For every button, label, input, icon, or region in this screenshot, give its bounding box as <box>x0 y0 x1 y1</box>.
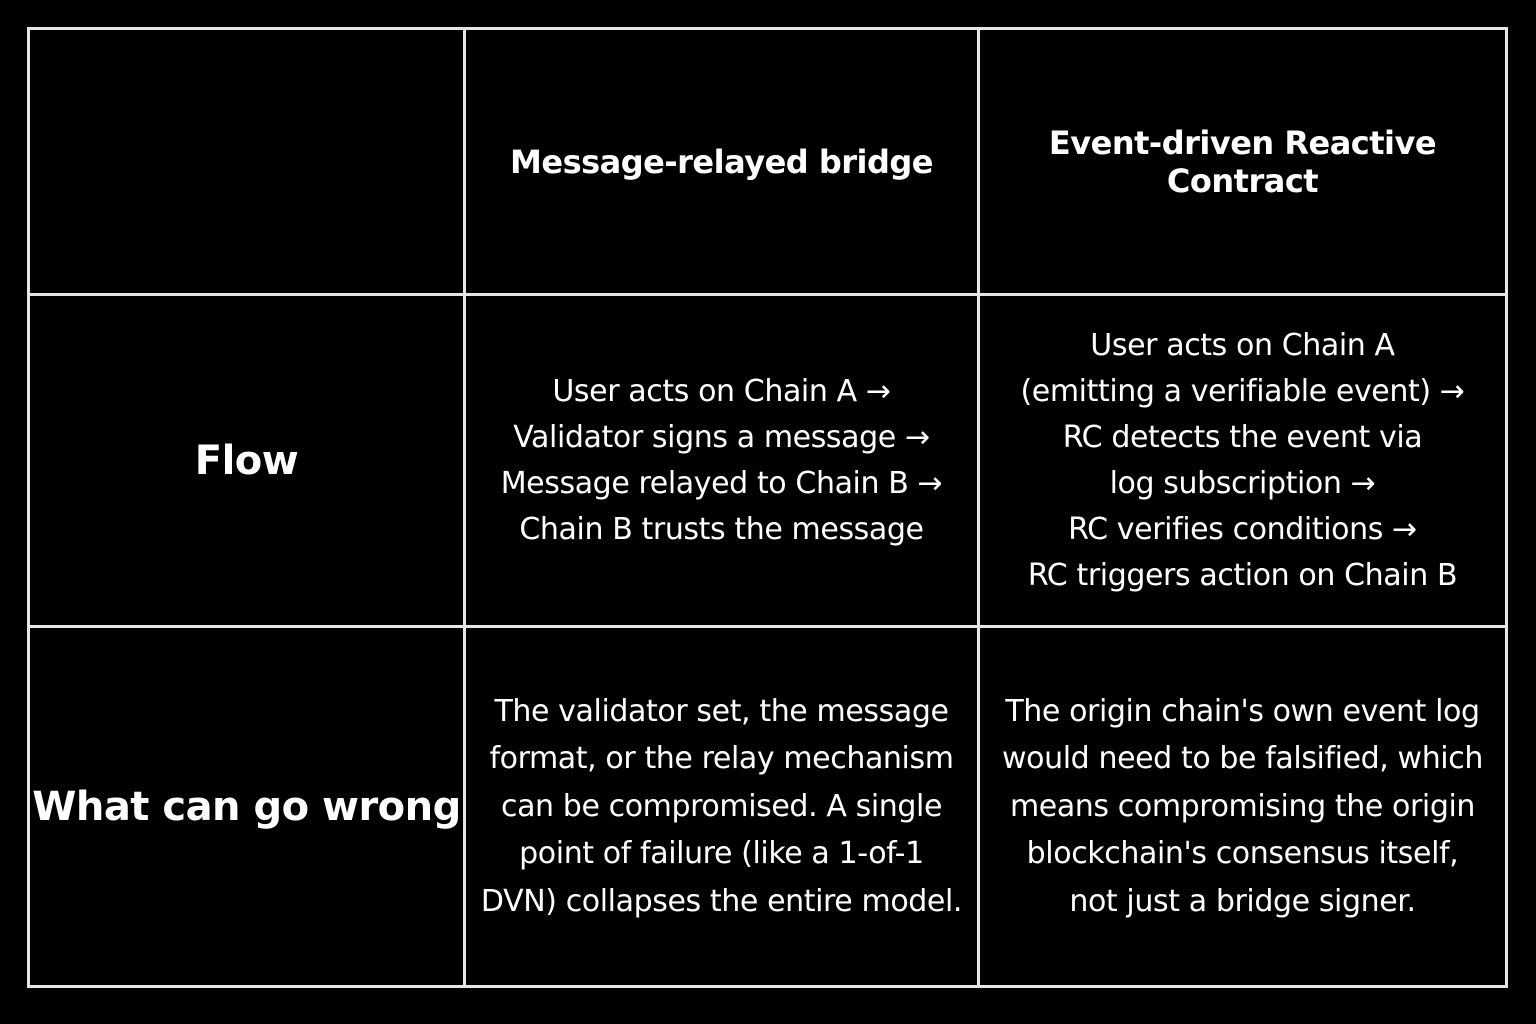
text-line: means compromising the origin <box>1009 788 1476 824</box>
text-line: point of failure (like a 1-of-1 <box>519 836 924 872</box>
text-line: RC triggers action on Chain B <box>1027 557 1458 593</box>
text-line: Chain B trusts the message <box>519 511 924 547</box>
text-line: The validator set, the message <box>494 693 949 729</box>
header-empty-cell <box>27 27 466 296</box>
row-header-what-can-go-wrong <box>27 625 466 988</box>
text-line: log subscription → <box>1109 465 1376 501</box>
flow-reactive-contract-cell <box>977 293 1508 628</box>
text-line: (emitting a verifiable event) → <box>1020 373 1465 409</box>
text-line: Validator signs a message → <box>513 419 930 455</box>
text-line: would need to be falsified, which <box>1002 741 1483 777</box>
cell-text <box>501 369 943 553</box>
column-header-event-driven-reactive-contract <box>977 27 1508 296</box>
risk-message-relayed-cell <box>463 625 980 988</box>
text-line: can be compromised. A single <box>500 788 943 824</box>
row-header-label: What can go wrong <box>32 783 461 830</box>
text-line: RC detects the event via <box>1062 419 1423 455</box>
cell-text <box>481 688 962 926</box>
text-line: Message relayed to Chain B → <box>500 465 943 501</box>
text-line: The origin chain's own event log <box>1005 693 1480 729</box>
cell-text <box>1020 323 1464 599</box>
risk-reactive-contract-cell <box>977 625 1508 988</box>
cell-text <box>1002 688 1483 926</box>
comparison-table <box>27 27 1508 988</box>
flow-message-relayed-cell <box>463 293 980 628</box>
text-line: format, or the relay mechanism <box>489 741 954 777</box>
column-header-label: Event-driven Reactive Contract <box>1048 123 1437 200</box>
text-line: DVN) collapses the entire model. <box>480 883 963 919</box>
text-line: blockchain's consensus itself, <box>1026 836 1459 872</box>
row-header-flow <box>27 293 466 628</box>
text-line: not just a bridge signer. <box>1069 883 1416 919</box>
row-header-label: Flow <box>194 437 299 484</box>
column-header-label: Message-relayed bridge <box>510 142 933 181</box>
text-line: User acts on Chain A → <box>552 373 891 409</box>
column-header-message-relayed-bridge <box>463 27 980 296</box>
text-line: User acts on Chain A <box>1090 327 1395 363</box>
text-line: RC verifies conditions → <box>1068 511 1417 547</box>
